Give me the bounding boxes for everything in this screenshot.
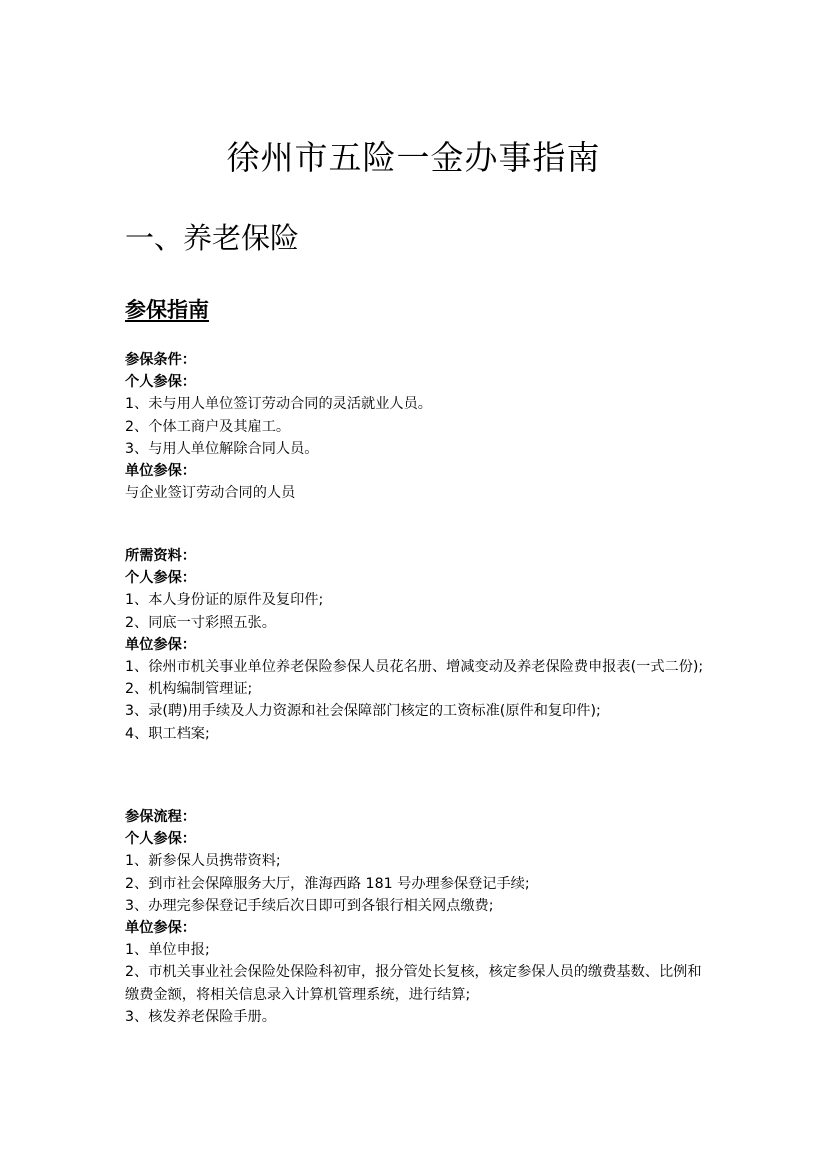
list-item: 2、机构编制管理证; <box>125 681 253 698</box>
subsection-title-guide: 参保指南 <box>125 298 209 322</box>
list-item: 1、徐州市机关事业单位养老保险参保人员花名册、增减变动及养老保险费申报表(一式二份); <box>125 659 704 676</box>
process-heading: 参保流程： <box>125 809 196 825</box>
list-item: 4、职工档案; <box>125 725 210 742</box>
list-item: 2、同底一寸彩照五张。 <box>125 614 276 631</box>
list-item: 与企业签订劳动合同的人员 <box>125 485 296 502</box>
list-item: 2、到市社会保障服务大厅，淮海西路 181 号办理参保登记手续; <box>125 875 530 892</box>
conditions-unit-label: 单位参保： <box>125 463 196 480</box>
list-item: 1、未与用人单位签订劳动合同的灵活就业人员。 <box>125 396 432 413</box>
list-item: 1、本人身份证的原件及复印件; <box>125 592 324 609</box>
list-item: 3、与用人单位解除合同人员。 <box>125 440 319 457</box>
list-item: 2、市机关事业社会保险处保险科初审，报分管处长复核，核定参保人员的缴费基数、比例和缴费金额，将相关信息录入计算机管理系统，进行结算; <box>125 964 702 1003</box>
list-item: 1、单位申报; <box>125 942 210 959</box>
process-personal-label: 个人参保： <box>125 831 196 848</box>
list-item: 3、核发养老保险手册。 <box>125 1008 276 1025</box>
conditions-block <box>125 349 710 504</box>
conditions-heading: 参保条件： <box>125 352 196 368</box>
list-item: 3、录(聘)用手续及人力资源和社会保障部门核定的工资标准(原件和复印件); <box>125 703 601 720</box>
materials-heading: 所需资料： <box>125 548 196 564</box>
materials-block <box>125 545 710 745</box>
conditions-personal-label: 个人参保： <box>125 374 196 391</box>
materials-personal-label: 个人参保： <box>125 570 196 587</box>
process-block <box>125 806 710 1028</box>
process-unit-label: 单位参保： <box>125 920 196 937</box>
list-item: 3、办理完参保登记手续后次日即可到各银行相关网点缴费; <box>125 897 494 914</box>
list-item: 2、个体工商户及其雇工。 <box>125 418 291 435</box>
materials-unit-label: 单位参保： <box>125 636 196 653</box>
document-title: 徐州市五险一金办事指南 <box>226 138 601 177</box>
list-item: 1、新参保人员携带资料; <box>125 853 281 870</box>
section-title-pension: 一、养老保险 <box>125 221 300 255</box>
